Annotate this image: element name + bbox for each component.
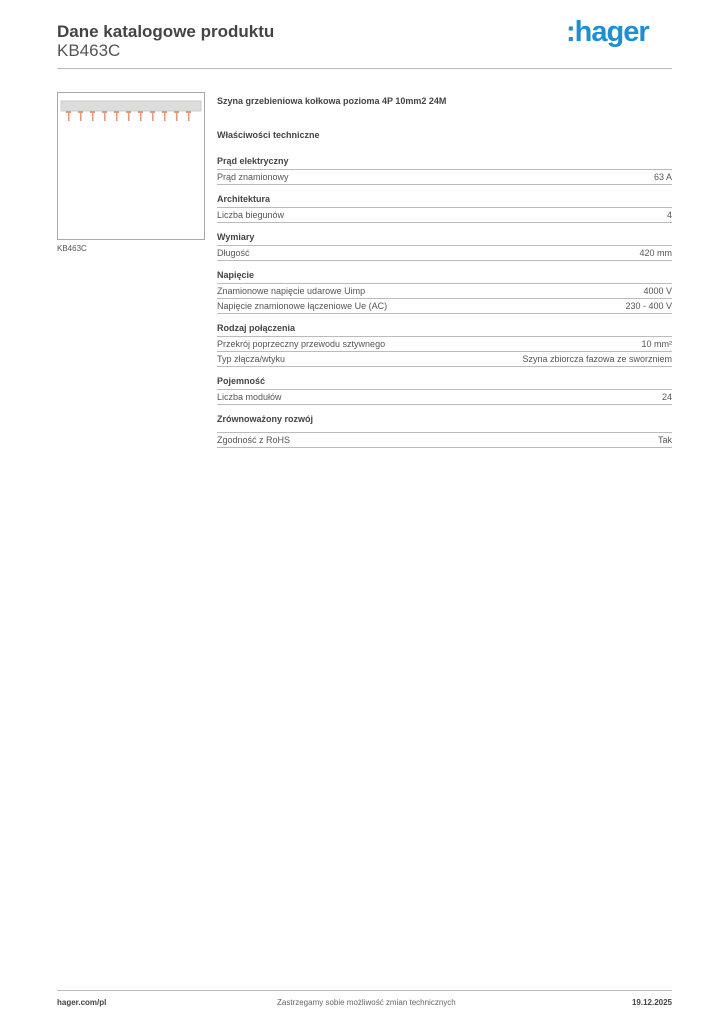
group-title: Architektura	[217, 194, 672, 208]
spec-row	[217, 284, 672, 299]
spec-value: Tak	[657, 435, 672, 445]
product-name: Szyna grzebieniowa kołkowa pozioma 4P 10mm2 24M	[217, 96, 447, 106]
busbar-illustration	[58, 93, 204, 133]
spec-value: 10 mm²	[641, 339, 672, 349]
image-caption: KB463C	[57, 244, 87, 253]
spec-group	[217, 232, 672, 261]
spec-value: 24	[661, 392, 672, 402]
group-title: Napięcie	[217, 270, 672, 284]
spec-value: 63 A	[653, 172, 672, 182]
page-title: Dane katalogowe produktu	[57, 22, 275, 41]
spec-group	[217, 414, 672, 448]
spec-label: Typ złącza/wtyku	[217, 354, 286, 364]
spec-value: 230 - 400 V	[625, 301, 672, 311]
spec-row	[217, 352, 672, 367]
footer-date: 19.12.2025	[631, 998, 672, 1007]
spec-label: Prąd znamionowy	[217, 172, 289, 182]
spec-row	[217, 433, 672, 448]
footer-website[interactable]: hager.com/pl	[57, 998, 107, 1007]
footer-divider	[57, 990, 672, 991]
spec-label: Przekrój poprzeczny przewodu sztywnego	[217, 339, 386, 349]
group-title: Rodzaj połączenia	[217, 323, 672, 337]
spec-label: Długość	[217, 248, 250, 258]
spec-label: Zgodność z RoHS	[217, 435, 291, 445]
product-code: KB463C	[57, 41, 121, 60]
group-title: Prąd elektryczny	[217, 156, 672, 170]
spec-group	[217, 376, 672, 405]
spec-row	[217, 170, 672, 185]
section-title: Właściwości techniczne	[217, 130, 320, 140]
spec-section	[217, 96, 672, 457]
spec-label: Znamionowe napięcie udarowe Uimp	[217, 286, 366, 296]
spec-value: 4000 V	[643, 286, 672, 296]
spec-label: Liczba biegunów	[217, 210, 285, 220]
spec-row	[217, 208, 672, 223]
spec-group	[217, 194, 672, 223]
product-image	[57, 92, 205, 240]
spec-label: Liczba modułów	[217, 392, 282, 402]
header-divider	[57, 68, 672, 69]
group-title: Pojemność	[217, 376, 672, 390]
spec-groups	[217, 156, 672, 448]
spec-value: Szyna zbiorcza fazowa ze sworzniem	[522, 354, 672, 364]
spec-value: 4	[666, 210, 672, 220]
group-title: Zrównoważony rozwój	[217, 414, 672, 433]
spec-row	[217, 299, 672, 314]
group-title: Wymiary	[217, 232, 672, 246]
spec-group	[217, 323, 672, 367]
footer-note: Zastrzegamy sobie możliwość zmian technicznych	[277, 998, 456, 1007]
spec-row	[217, 246, 672, 261]
spec-group	[217, 156, 672, 185]
spec-group	[217, 270, 672, 314]
spec-label: Napięcie znamionowe łączeniowe Ue (AC)	[217, 301, 388, 311]
spec-row	[217, 337, 672, 352]
spec-row	[217, 390, 672, 405]
spec-value: 420 mm	[639, 248, 672, 258]
hager-logo: :hager	[566, 16, 649, 48]
